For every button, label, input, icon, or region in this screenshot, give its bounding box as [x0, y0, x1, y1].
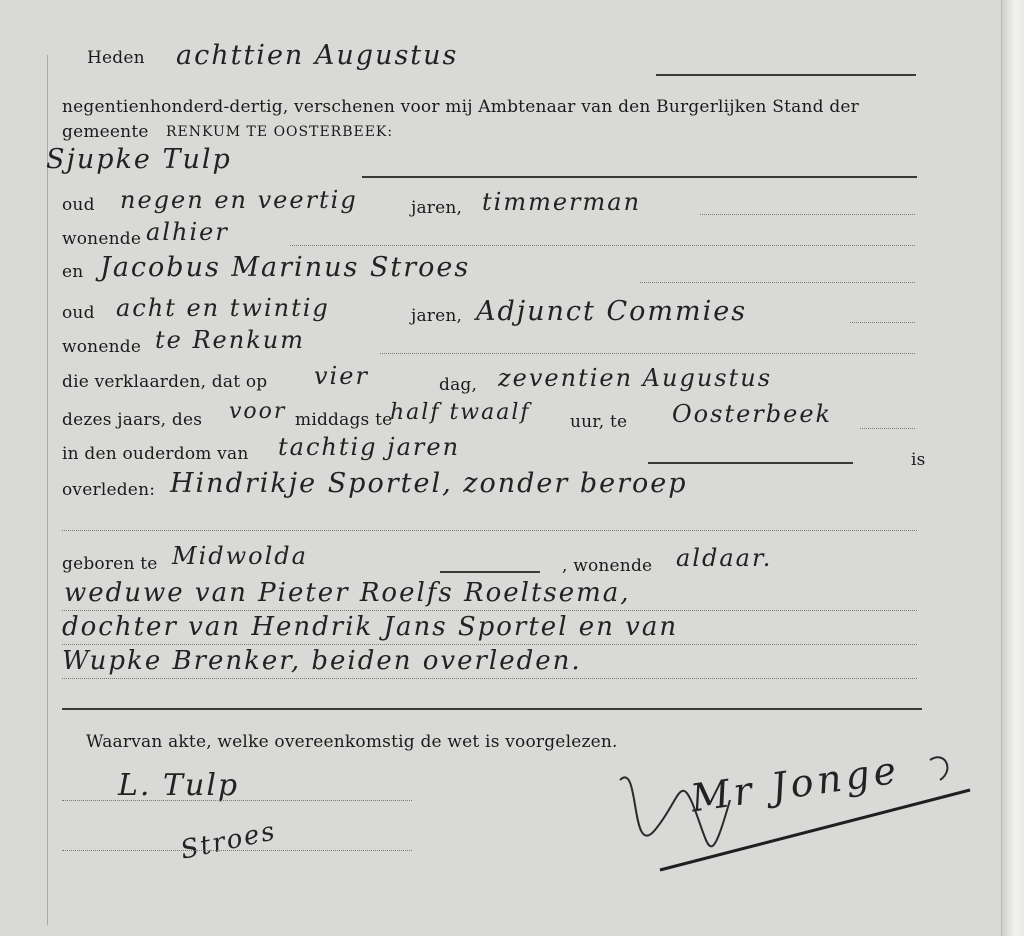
label-heden: Heden	[87, 48, 145, 68]
hand-line-c: Wupke Brenker, beiden overleden.	[62, 646, 582, 676]
rule	[380, 353, 915, 354]
rule	[62, 708, 922, 710]
label-wonende-1: wonende	[62, 229, 142, 249]
hand-declarant1-age: negen en veertig	[120, 186, 358, 214]
rule	[362, 176, 917, 178]
hand-declarant1-name: Sjupke Tulp	[46, 144, 232, 175]
label-oud-2: oud	[62, 303, 95, 323]
label-uur: uur, te	[570, 412, 628, 432]
hand-declarant2-name: Jacobus Marinus Stroes	[100, 252, 471, 283]
label-oud-1: oud	[62, 195, 95, 215]
rule	[62, 678, 917, 679]
hand-death-day: vier	[314, 362, 369, 390]
page-edge	[1001, 0, 1024, 936]
hand-line-b: dochter van Hendrik Jans Sportel en van	[62, 612, 679, 642]
hand-declarant2-occupation: Adjunct Commies	[476, 296, 748, 327]
printed-line-2: negentienhonderd-dertig, verschenen voor mij Ambtenaar van den Burgerlijken Stand der	[62, 97, 859, 117]
rule	[656, 74, 916, 76]
hand-declarant2-age: acht en twintig	[116, 294, 330, 322]
hand-date: achttien Augustus	[176, 40, 459, 71]
label-dezes: dezes jaars, des	[62, 410, 203, 430]
hand-deceased: Hindrikje Sportel, zonder beroep	[170, 468, 688, 499]
rule	[640, 282, 915, 283]
closing-text: Waarvan akte, welke overeenkomstig de wet is voorgelezen.	[86, 732, 618, 752]
rule	[700, 214, 915, 215]
rule	[62, 850, 412, 851]
hand-declarant1-occupation: timmerman	[482, 188, 642, 216]
label-jaren-2: jaren,	[411, 306, 463, 326]
label-jaren-1: jaren,	[411, 198, 463, 218]
label-overleden: overleden:	[62, 480, 156, 500]
hand-birthplace: Midwolda	[172, 542, 308, 570]
signature-tulp: L. Tulp	[118, 768, 240, 803]
label-ouderdom: in den ouderdom van	[62, 444, 249, 464]
hand-declarant1-residence: alhier	[146, 218, 229, 246]
rule	[440, 571, 540, 573]
signature-stroes: Stroes	[177, 816, 280, 866]
rule	[648, 462, 853, 464]
label-geboren: geboren te	[62, 554, 158, 574]
rule	[62, 644, 917, 645]
label-dag: dag,	[439, 375, 478, 395]
label-middags: middags te	[295, 410, 393, 430]
rule	[62, 530, 917, 531]
rule	[290, 245, 915, 246]
label-wonende-2: wonende	[62, 337, 142, 357]
label-is: is	[911, 450, 926, 470]
gemeente-name: RENKUM TE OOSTERBEEK:	[166, 124, 394, 140]
signature-official-strokes	[600, 740, 1000, 880]
rule	[860, 428, 915, 429]
hand-residence: aldaar.	[676, 544, 773, 572]
rule	[850, 322, 915, 323]
label-en: en	[62, 262, 84, 282]
hand-place: Oosterbeek	[672, 400, 833, 428]
label-gemeente: gemeente	[62, 122, 149, 142]
hand-declarant2-residence: te Renkum	[155, 326, 305, 354]
hand-death-date: zeventien Augustus	[498, 364, 773, 392]
margin-rule	[47, 55, 48, 925]
label-verklaarden: die verklaarden, dat op	[62, 372, 268, 392]
hand-line-a: weduwe van Pieter Roelfs Roeltsema,	[64, 578, 631, 608]
hand-time: half twaalf	[390, 400, 531, 425]
label-wonende-3: , wonende	[562, 556, 653, 576]
hand-age-at-death: tachtig jaren	[278, 433, 461, 461]
signature-official: Mr Jonge	[687, 747, 903, 821]
rule	[62, 610, 917, 611]
hand-part-of-day: voor	[229, 399, 287, 424]
rule	[62, 800, 412, 801]
